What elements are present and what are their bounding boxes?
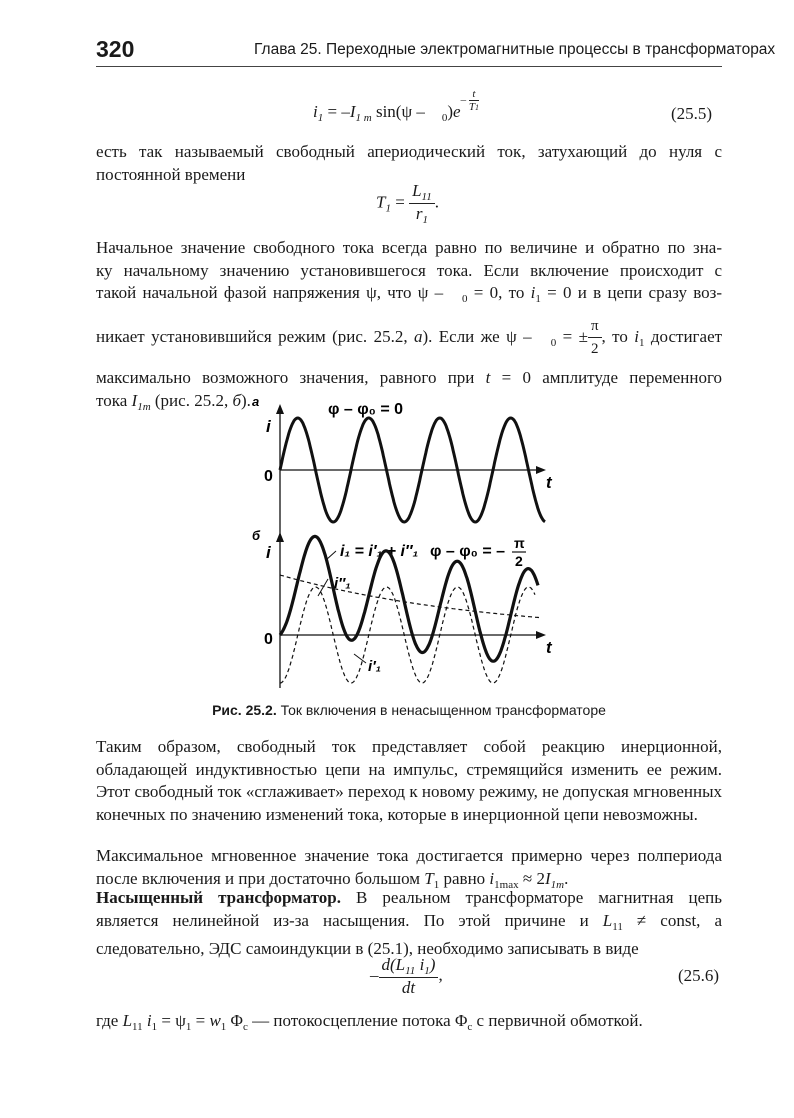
- paragraph-1-text: есть так называемый свободный апериодический ток, затухающий до нуля с постоянной времени: [96, 142, 722, 184]
- panel-a-y-arrow: [276, 404, 284, 414]
- label-steady-current: i′₁: [368, 658, 382, 675]
- paragraph-2-line-6: тока $I_{1m}$ (рис. 25.2, б).: [96, 390, 251, 413]
- panel-b-pi: π: [514, 535, 525, 551]
- panel-a-label: а: [252, 394, 260, 409]
- equation-25-5: $i_1 = -I_{1 m}$ sin(ψ – $_0)e^{- \frac{t}{T1}}$: [313, 88, 479, 125]
- panel-b-zero: 0: [264, 631, 273, 648]
- paragraph-2-line-5: максимально возможного значения, равного при t = 0 амплитуде переменного: [96, 367, 722, 387]
- panel-a-zero: 0: [264, 468, 273, 485]
- page-number: 320: [96, 36, 135, 62]
- figure-25-2: [230, 388, 570, 698]
- leader-free: [318, 579, 328, 596]
- panel-b-free-current-curve: [280, 575, 540, 618]
- paragraph-2-line-1: Начальное значение свободного тока всегда равно по величине и обратно по зна-: [96, 238, 722, 257]
- equation-time-constant: $T_1$ = $\frac{L_{11}}{r_1}$ .: [376, 181, 439, 226]
- paragraph-4-text: Максимальное мгновенное значение тока достигается примерно через полпериода после включения и при достаточно большом $T_1$ равно $i_{1max} \approx 2I_{1m}$.: [96, 846, 722, 891]
- panel-b-y-arrow: [276, 532, 284, 542]
- panel-a-axis-t: t: [546, 473, 552, 492]
- panel-b-axis-i: i: [266, 543, 271, 562]
- paragraph-2-line-3: такой начальной фазой напряжения ψ, что ψ – $_0$ = 0, то $i_1 = 0$ и в цепи сразу воз-: [96, 283, 723, 306]
- figure-caption: Рис. 25.2. Ток включения в ненасыщенном трансформаторе: [212, 702, 606, 718]
- paragraph-6-text: где $L_{11}$ $i_1 = \psi_1 = w_1$ $\Phi_с$ — потокосцепление потока $\Phi_с$ с первичной обмоткой.: [96, 1011, 643, 1033]
- panel-a-axis-i: i: [266, 417, 271, 436]
- leader-total: [326, 551, 336, 560]
- paragraph-2-line-2: ку начальному значению установившегося тока. Если включение происходит с: [96, 260, 722, 280]
- panel-b-two: 2: [515, 553, 523, 569]
- paragraph-2-line-4: никает установившийся режим (рис. 25.2, а). Если же ψ – $_0$ = ± $\frac{\pi}{2}$ , то $i_1$ достигает: [96, 315, 722, 361]
- panel-b-label: б: [252, 528, 261, 543]
- panel-b-axis-t: t: [546, 638, 552, 657]
- header-rule: [96, 66, 722, 67]
- paragraph-5: [96, 887, 722, 961]
- label-total-current: i₁ = i′₁ + i″₁: [340, 543, 419, 560]
- equation-number-25-5: (25.5): [671, 104, 713, 123]
- panel-b-x-arrow: [536, 631, 546, 639]
- panel-a-phase: φ – φ₀ = 0: [328, 401, 404, 418]
- equation-25-6: – $\frac{d(L_{11} i_1)}{dt}$ ,: [370, 955, 443, 997]
- panel-a-x-arrow: [536, 466, 546, 474]
- section-title: Насыщенный трансформатор.: [96, 888, 342, 907]
- running-title: Глава 25. Переходные электромагнитные процессы в трансформаторах: [254, 41, 776, 58]
- label-free-current: i″₁: [334, 575, 351, 592]
- paragraph-3-text: Таким образом, свободный ток представляет собой реакцию инерционной, обладающей индуктивностью цепи на импульс, стремящийся изменить ее режим. Этот свободный ток «сглаживает» переход к новому режиму, не допуская мгновенных конечных по значению изменений тока, которые в инерционной цепи невозможны.: [96, 737, 722, 824]
- paragraph-6: [96, 1010, 722, 1039]
- panel-b-phase: φ – φ₀ = –: [430, 543, 506, 560]
- equation-number-25-6: (25.6): [678, 966, 720, 985]
- paragraph-1: [96, 141, 722, 186]
- paragraph-3: [96, 736, 722, 826]
- paragraph-5-text: Насыщенный трансформатор. В реальном трансформаторе магнитная цепь является нелинейной из-за насыщения. По этой причине и $L_{11}$ ≠ const, а следовательно, ЭДС самоиндукции в (25.1), необходимо записывать в виде: [96, 888, 723, 959]
